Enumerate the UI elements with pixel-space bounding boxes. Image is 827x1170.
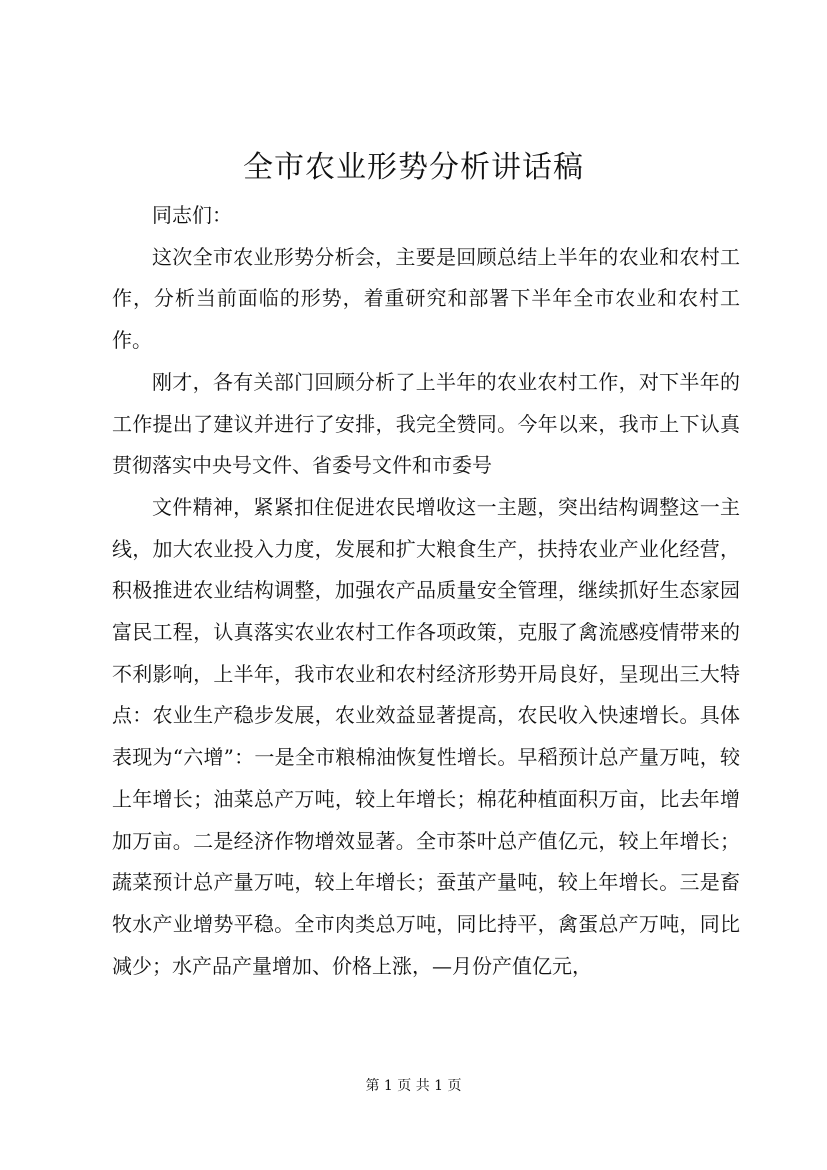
paragraph-intro: 这次全市农业形势分析会，主要是回顾总结上半年的农业和农村工作，分析当前面临的形势，着重研究和部署下半年全市农业和农村工作。 xyxy=(112,244,740,353)
paragraph-salutation: 同志们： xyxy=(152,203,232,227)
paragraph-review: 刚才，各有关部门回顾分析了上半年的农业农村工作，对下半年的工作提出了建议并进行了安排，我完全赞同。今年以来，我市上下认真贯彻落实中央号文件、省委号文件和市委号 xyxy=(112,369,740,478)
page-number-footer: 第 1 页 共 1 页 xyxy=(365,1078,462,1094)
document-title: 全市农业形势分析讲话稿 xyxy=(243,150,584,185)
paragraph-achievements: 文件精神，紧紧扣住促进农民增收这一主题，突出结构调整这一主线，加大农业投入力度，发展和扩大粮食生产，扶持农业产业化经营，积极推进农业结构调整，加强农产品质量安全管理，继续抓好生态家园富民工程，认真落实农业农村工作各项政策，克服了禽流感疫情带来的不利影响，上半年，我市农业和农村经济形势开局良好，呈现出三大特点：农业生产稳步发展，农业效益显著提高，农民收入快速增长。具体表现为“六增”：一是全市粮棉油恢复性增长。早稻预计总产量万吨，较上年增长；油菜总产万吨，较上年增长；棉花种植面积万亩，比去年增加万亩。二是经济作物增效显著。全市茶叶总产值亿元，较上年增长；蔬菜预计总产量万吨，较上年增长；蚕茧产量吨，较上年增长。三是畜牧水产业增势平稳。全市肉类总万吨，同比持平，禽蛋总产万吨，同比减少；水产品产量增加、价格上涨，—月份产值亿元， xyxy=(112,494,740,978)
document-body xyxy=(112,195,740,987)
